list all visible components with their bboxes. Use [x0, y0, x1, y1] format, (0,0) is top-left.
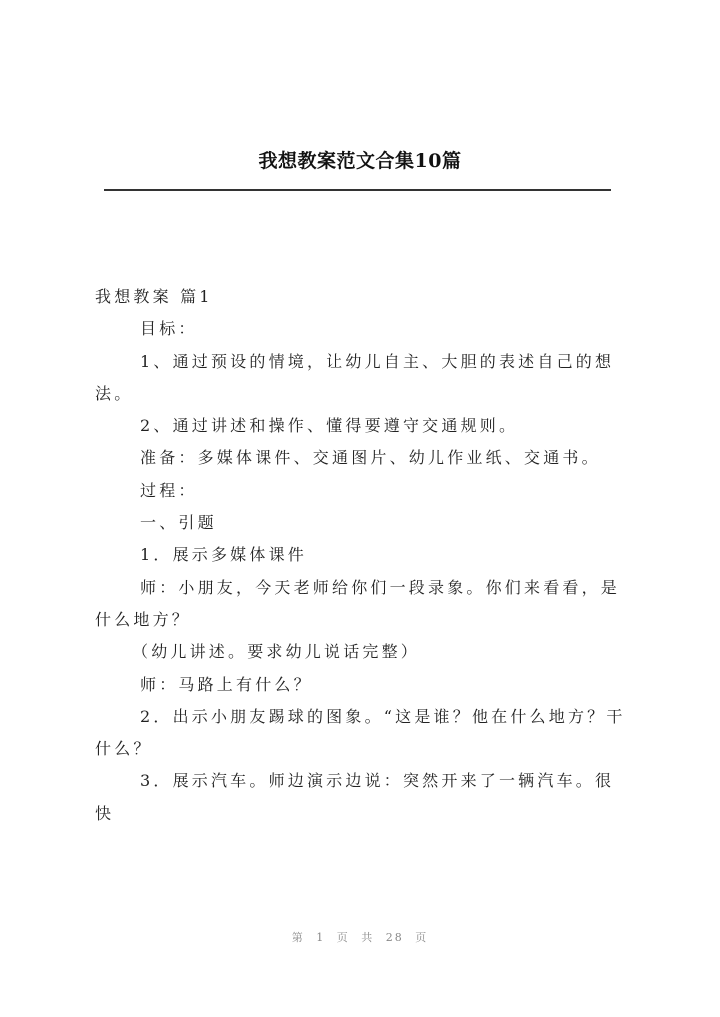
paragraph-intro-heading: 一、引题	[140, 513, 217, 533]
page-number-footer: 第 1 页 共 28 页	[291, 931, 429, 944]
document-body	[95, 281, 630, 830]
paragraph-child-narration: （幼儿讲述。要求幼儿说话完整）	[132, 642, 421, 662]
document-title: 我想教案范文合集10篇	[258, 150, 462, 172]
paragraph-teacher-question-1: 师：小朋友，今天老师给你们一段录象。你们来看看，是什么地方？	[95, 577, 621, 629]
paragraph-goals-label: 目标：	[140, 319, 198, 339]
paragraph-goal-1: 1、通过预设的情境，让幼儿自主、大胆的表述自己的想法。	[95, 351, 615, 403]
paragraph-step-3: 3．展示汽车。师边演示边说：突然开来了一辆汽车。很快	[95, 771, 615, 823]
title-divider	[104, 189, 611, 191]
section-heading: 我想教案 篇1	[95, 287, 213, 306]
paragraph-preparation: 准备：多媒体课件、交通图片、幼儿作业纸、交通书。	[140, 448, 601, 468]
paragraph-process-label: 过程：	[140, 480, 198, 500]
paragraph-teacher-question-2: 师：马路上有什么？	[140, 674, 313, 694]
paragraph-step-2: 2．出示小朋友踢球的图象。“这是谁？他在什么地方？干什么？	[95, 706, 626, 759]
paragraph-step-1: 1．展示多媒体课件	[140, 545, 307, 565]
paragraph-goal-2: 2、通过讲述和操作、懂得要遵守交通规则。	[140, 416, 519, 436]
